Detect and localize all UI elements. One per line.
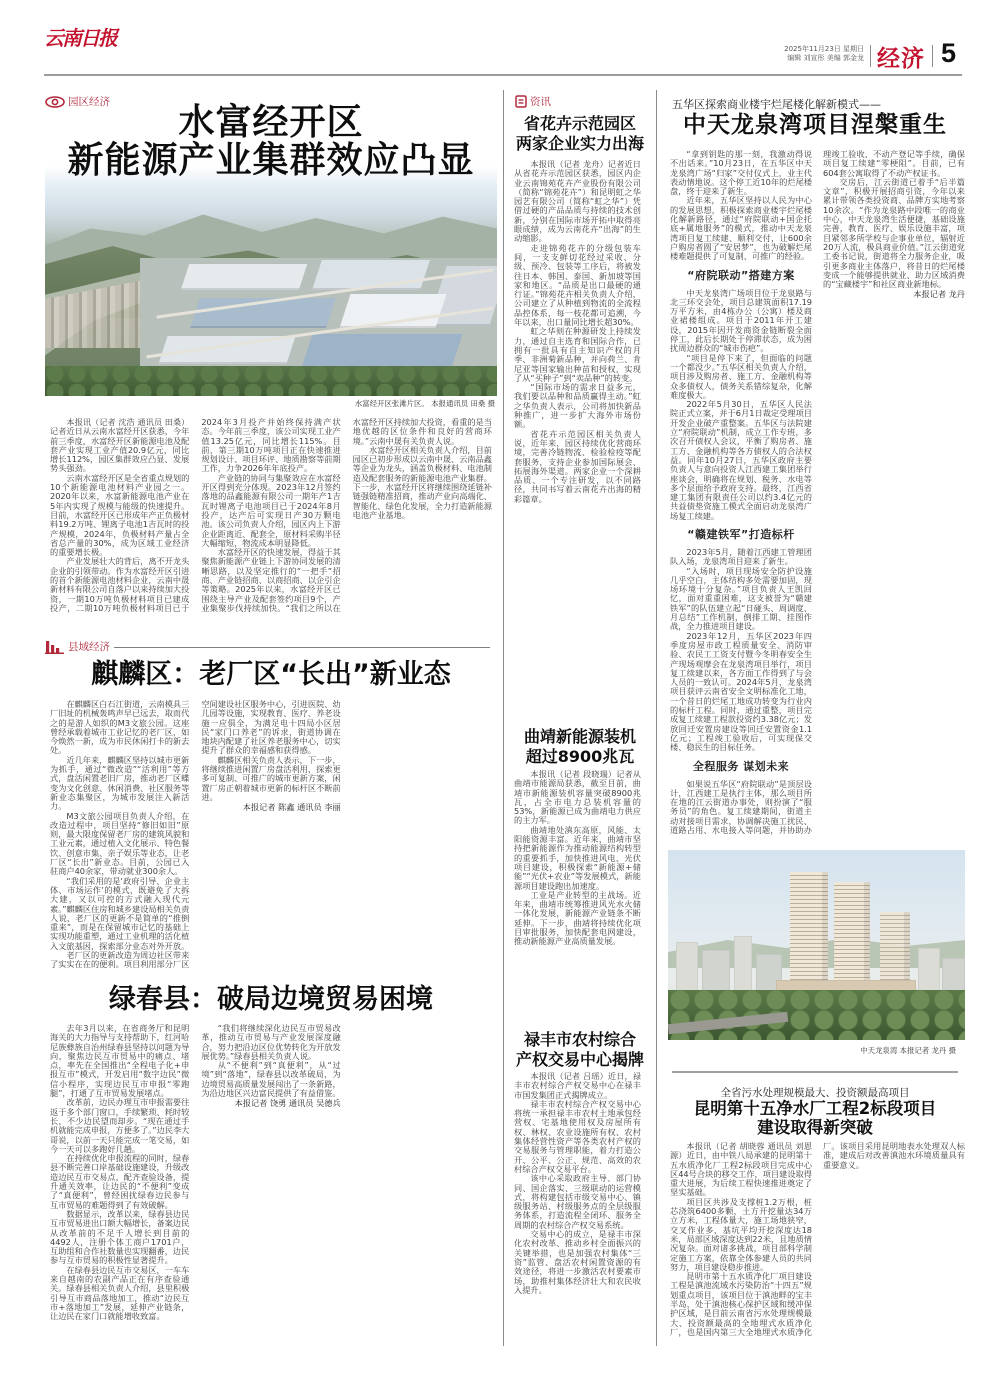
byline: 本报记者 龙丹	[913, 289, 965, 300]
headline-line-1: 禄丰市农村综合	[523, 1030, 636, 1049]
paragraph: 从“不便利”到“真便利”，从“过境”到“落地”，绿春县以改革破局，为边境贸易高质量发展闯出了一条新路，为沿边地区兴边富民提供了有益借鉴。	[201, 1060, 341, 1099]
headline-lufeng	[508, 1030, 652, 1069]
section-tag-label: 资讯	[530, 96, 551, 108]
photo-factory-roof	[181, 264, 307, 290]
paragraph: 虹之华则在种源研发上持续发力，通过自主选育和国际合作，已拥有一批具有自主知识产权的月季、非洲菊新品种，并向荷兰、肯尼亚等国家输出种苗和授权，实现了从“买种子”到“卖品种”的转变。	[514, 326, 641, 383]
section-name: 经济	[877, 46, 925, 72]
section-rule	[114, 647, 490, 648]
paragraph: 该中心采取政府主导、部门协同、国企落实、三级联动的运营模式，将构建包括市级交易中心、镇级服务站、村级服务点的全层级服务体系，打造流程全闭环、服务全周期的农村综合产权交易系统。	[514, 1173, 641, 1230]
headline-zhongtian: 中天龙泉湾项目涅槃重生	[683, 112, 947, 138]
headline-lvchun: 绿春县：破局边境贸易困境	[109, 984, 433, 1015]
kicker-zhongtian: 五华区探索商业楼宇烂尾楼化解新模式——	[672, 98, 881, 111]
headline-qilin: 麒麟区：老厂区“长出”新业态	[91, 659, 451, 690]
column-rule	[656, 90, 657, 1346]
photo-city-building	[676, 942, 698, 992]
paragraph: 省花卉示范园区相关负责人说，近年来，园区持续优化营商环境，完善冷链物流、检验检疫等配套服务，支持企业参加国际展会、拓展海外渠道。两家企业一个深耕品质、一个专注研发，以不同路径，共同书写着云南花卉出海的精彩篇章。	[514, 428, 641, 504]
paragraph: 2023年5月，随着江西建工管理团队入场，龙泉湾项目迎来了新生。	[670, 546, 812, 567]
photo-factory-roof	[301, 334, 462, 368]
paragraph: 去年3月以来，在省商务厅和昆明海关的大力指导与支持帮助下，红河哈尼族彝族自治州绿春县坚持以问题为导向，聚焦边民互市贸易中的痛点、堵点，率先在全国推出“全程电子化+申报互市”模式，开发启用“数字边民”微信小程序，实现边民互市申报“零跑腿”，打通了互市贸易发展堵点。	[50, 1024, 190, 1099]
photo-caption: 中天龙泉湾 本报记者 龙丹 摄	[860, 1046, 956, 1055]
article-body-lufeng	[514, 1072, 641, 1340]
article-body-huahui	[514, 160, 641, 708]
paragraph: 交易中心的成立，是禄丰市深化农村改革、推动乡村全面振兴的关键举措，也是加强农村集体“三资”监管、盘活农村闲置资源的有效途径，将进一步激活农村要素市场，助推村集体经济壮大和农民收入提升。	[514, 1229, 641, 1295]
paragraph: 水富经开区的快速发展，得益于其聚焦新能源产业链上下游协同发展的清晰思路，以及坚定推行的“一把手”招商、产业链招商、以商招商、以企引企等策略。2025年以来，水富经开区已围绕主导产业及配套签约项目9个，产业集聚步伐持续加快。“我们之所以在水富经开区持续加大投资，看重的是当地优越的区位条件和良好的营商环境。”云南中晟有关负责人说。	[201, 418, 492, 613]
article-body-kunming	[670, 1142, 965, 1340]
article-body-qilin	[50, 700, 492, 972]
article-body-lvchun	[50, 1024, 492, 1340]
headline-line-2: 产权交易中心揭牌	[515, 1049, 644, 1069]
issue-info	[760, 45, 864, 62]
paragraph: 2022年5月30日，五华区人民法院正式立案，并于6月1日裁定受理项目开发企业破产重整案。五华区与法院建立“府院联动”机制，成立工作专班，多次召开债权人会议，平衡了购房者、施工方、金融机构等各方债权人的合法权益。同年10月27日，五华区政府主要负责人与意向投资人江西建工集团举行座谈会，明确将在规划、税务、水电等多个层面给予政府支持。最终，江西省建工集团有限责任公司以约3.4亿元的共益债垫资施工模式全面启动龙泉湾广场复工续建。	[670, 399, 812, 521]
paragraph: 近年来，五华区坚持以人民为中心的发展思想，积极探索商业楼宇烂尾楼化解新路径，通过“府院联动+国企托底+属地服务”的模式，推动中天龙泉湾项目复工续建、顺利交付，让600余户购房者圆了“安居梦”，也为破解烂尾楼难题提供了可复制、可推广的经验。	[670, 195, 812, 262]
photo-trees	[668, 990, 965, 1040]
headline-line-2: 两家企业实力出海	[515, 133, 644, 153]
paragraph: 在绿春县边民互市交易区，一车车来自越南的农副产品正在有序查验通关。绿春县相关负责人介绍，县里积极引导互市商品落地加工，推动“边民互市+落地加工”发展，延伸产业链条，让边民在家门口就能增收致富。	[50, 1264, 190, 1322]
masthead-divider	[932, 45, 933, 67]
paragraph: 昆明市第十五水质净化厂项目建设工程是滇池流域水污染防治“十四五”规划重点项目，该项目位于滇池畔的宝丰半岛，处于滇池核心保护区域和缓冲保护区域，是目前云南省污水处理规模最大、投资额最高的全地埋式水质净化厂，也是国内第三大全地埋式水质净化厂。该项目采用昆明地表水处理双人标准，建成后对改善滇池水环境质量具有重要意义。	[670, 1142, 965, 1337]
paragraph: “拿到钥匙的那一刻，我激动得说不出话来。”10月23日，在五华区中天龙泉湾广场“归家”交付仪式上，业主代表动情地说。这个停工近10年的烂尾楼盘，终于迎来了新生。	[670, 150, 812, 197]
masthead-rule	[44, 74, 962, 76]
byline: 本报记者 陈鑫 通讯员 李丽	[242, 802, 341, 813]
section-tag-label: 县域经济	[68, 641, 110, 653]
paragraph: M3文旅公园项目负责人介绍，在改造过程中，项目坚持“修旧如旧”原则，最大限度保留老厂房的建筑风貌和工业元素，通过植入文化展示、特色餐饮、创意市集、亲子娱乐等业态，让老厂区“长出”新业态。目前，公园已入驻商户40余家，带动就业300余人。	[50, 810, 190, 877]
paragraph: 本报讯（记者 吕瑶）近日，禄丰市农村综合产权交易中心在禄丰市国发集团正式揭牌成立。	[514, 1072, 641, 1100]
paragraph: “入场时，项目现场安全防护设施几乎空白，主体结构多处需要加固，现场环境十分复杂。”项目负责人王凯回忆，面对重重困难，这支被誉为“赣建铁军”的队伍建立起“日碰头、周调度、月总结”工作机制，倒排工期、挂图作战，全力推进项目建设。	[670, 565, 812, 632]
paragraph: 在持续优化申报流程的同时，绿春县不断完善口岸基础设施建设，升级改造边民互市交易点，配齐查验设备，提升通关效率，让边民的“不便利”变成了“真便利”，曾经困扰绿春边民参与互市贸易的难题得到了有效破解。	[50, 1153, 190, 1210]
issue-editors: 编辑 刘宣彤 美编 郭金龙	[787, 53, 864, 62]
issue-date: 2025年11月23日 星期日	[784, 45, 864, 53]
paragraph: 近几年来，麒麟区坚持以城市更新为抓手，通过“微改造”“活利用”等方式，盘活闲置老旧厂房，推动老厂区蝶变为文化创意、休闲消费、社区服务等新业态集聚区，为城市发展注入新活力。	[50, 754, 190, 812]
paragraph: 如果说五华区“府院联动”是顶层设计，江西建工是执行主体，那么项目所在地的江云街道办事处，则扮演了“服务员”的角色。复工续建期间，街道主动对接项目需求，协调解决施工扰民、道路占用、水电接入等问题，并协助办理竣工验收、不动产登记等手续，确保项目复工续建“零梗阻”。目前，已有604套公寓取得了不动产权证书。	[670, 150, 965, 835]
photo-residential-tower	[834, 882, 870, 996]
headline-qujing	[508, 727, 652, 766]
section-tag-label: 园区经济	[68, 96, 110, 108]
kicker-kunming: 全省污水处理规模最大、投资额最高项目	[720, 1087, 910, 1099]
subheading: 全程服务 谋划未来	[692, 759, 790, 773]
paragraph: “我们采用的是‘政府引导、企业主体、市场运作’的模式，既避免了大拆大建，又以可控的方式融入现代元素。”麒麟区住房和城乡建设局相关负责人说，老厂区的更新不是简单的“推倒重来”，而是在保留城市记忆的基础上实现功能重塑，通过工业机理的活化植入文旅基因，探索部分业态对外开放。	[50, 875, 190, 951]
paragraph: 在麒麟区白石江街道，云南模具三厂旧址的机械轰鸣声早已远去，取而代之的是游人如织的M3文旅公园。这座曾经承载着城市工业记忆的老厂区，如今焕然一新，成为市民休闲打卡的新去处。	[50, 700, 190, 756]
headline-kunming	[665, 1100, 965, 1137]
paragraph: 产业发展壮大的背后，离不开龙头企业的引领带动。作为水富经开区引进的首个新能源电池材料企业，云南中晟新材料有限公司自落户以来持续加大投资，一期10万吨负极材料项目已建成投产，二期10万吨负极材料项目已于2024年3月投产并始终保持满产状态。今年前三季度，该公司实现工业产值13.25亿元，同比增长115%。目前，第三期10万吨项目正在快速推进规划设计、项目环评、地质勘察等前期工作，力争2026年年底投产。	[50, 418, 341, 613]
photo-city-building	[942, 958, 965, 992]
paragraph: 云南水富经开区是全省重点规划的10个新能源电池材料产业园之一。2020年以来，水富新能源电池产业在5年内实现了规模与能级的快速提升。目前，水富经开区已形成年产正负极材料19.2万吨、锂离子电池1吉瓦时的投产规模，2024年，负极材料产量占全省总产量的30%，成为区域工业经济的重要增长极。	[50, 472, 190, 558]
headline-line-2: 新能源产业集群效应凸显	[67, 140, 475, 181]
headline-line-1: 昆明第十五净水厂工程2标段项目	[693, 1099, 937, 1118]
paragraph: “项目是停下来了，但面临的问题一个都没少。”五华区相关负责人介绍，项目涉及购房者、施工方、金融机构等众多债权人，债务关系错综复杂，化解难度极大。	[670, 352, 812, 400]
subheading: “赣建铁军”打造标杆	[687, 527, 795, 541]
paragraph: 麒麟区相关负责人表示，下一步，将继续推进闲置厂房盘活利用，探索更多可复制、可推广的城市更新方案，闲置厂房正朝着城市更新的标杆区不断前进。	[201, 754, 341, 802]
photo-trees	[45, 366, 497, 396]
headline-shuifu	[45, 104, 497, 180]
paragraph: 老厂区的更新改造为周边社区带来了实实在在的便利。项目利用部分厂区空间建设社区服务中心，引进医院、幼儿园等设施，实现教育、医疗、养老设施一应俱全，为满足电十四局小区居民“家门口养老”的诉求，街道协调在地块内配建了社区养老服务中心，切实提升了群众的幸福感和获得感。	[50, 700, 341, 970]
article-body-zhongtian	[670, 150, 965, 844]
paragraph: 走进锦苑花卉的分级包装车间，一支支鲜切花经过采收、分级、预冷、包装等工序后，将被发往日本、韩国、泰国、新加坡等国家和地区。“品质是出口最硬的通行证。”锦苑花卉相关负责人介绍，公司建立了从种植到物流的全流程品控体系，每一枝花都可追溯，今年以来，出口量同比增长超30%。	[514, 242, 641, 328]
photo-city-building	[734, 936, 752, 992]
headline-line-2: 建设取得新突破	[757, 1117, 873, 1137]
photo-city-building	[918, 948, 940, 992]
paragraph: 项目区共涉及支撑桩1.2万根，桩芯浇筑6400多颗，土方开挖量达34万立方米，工程体量大，施工场地狭窄，交叉作业多，基坑平均开挖深度达18米，局部区域深度达到22米，且地质情况复杂。面对诸多挑战，项目部科学制定施工方案，依靠全体参建人员的共同努力，项目建设稳步推进。	[670, 1196, 812, 1272]
headline-huahui	[508, 114, 652, 153]
paragraph: 曲靖地处滇东高原，风能、太阳能资源丰富。近年来，曲靖市坚持把新能源作为推动能源结构转型的重要抓手，加快推进风电、光伏项目建设，积极探索“新能源+储能”“光伏+农业”等发展模式，新能源项目建设跑出加速度。	[514, 824, 641, 891]
paragraph: 水富经开区相关负责人介绍，目前园区已初步形成以云南中晟、云南品鑫等企业为龙头，涵盖负极材料、电池制造及配套服务的新能源电池产业集群。下一步，水富经开区将继续围绕延链补链强链精准招商，推动产业向高端化、智能化、绿色化发展，全力打造新能源电池产业基地。	[352, 444, 492, 520]
paragraph: 产业链的协同与集聚效应在水富经开区得到充分体现。2023年12月签约落地的品鑫能源有限公司一期年产1吉瓦时锂离子电池项目已于2024年8月投产，达产后可实现日产30万颗电池。该公司负责人介绍，园区内上下游企业距离近、配套全，原材料采购半径大幅缩短，物流成本明显降低。	[201, 472, 341, 548]
headline-line-1: 省花卉示范园区	[523, 114, 636, 133]
page-number: 5	[941, 38, 957, 68]
paragraph: 2023年12月，五华区2023年四季度房屋市政工程质量安全、消防审验、农民工工资支付暨今冬明春安全生产现场观摩会在龙泉湾项目举行，项目复工续建以来，各方面工作得到了与会人员的一致认可。2024年5月，龙泉湾项目获评云南省安全文明标准化工地，一个昔日的烂尾工地成功转变为行业内的标杆工程。同时，通过重整，项目完成复工续建工程款投资约3.38亿元；发放回迁安置房建设等回迁安置资金1.1亿元；工程竣工验收后，可实现保交楼、稳民生的目标任务。	[670, 630, 812, 753]
bar-chart-icon	[45, 640, 65, 654]
section-tag-county-economy	[45, 639, 110, 654]
subheading: “府院联动”搭建方案	[687, 268, 795, 282]
byline: 本报记者 饶勇 通讯员 吴德兵	[234, 1098, 341, 1109]
paragraph: 中天龙泉湾广场项目位于龙泉路与北三环交会处，项目总建筑面积17.19万平方米，由4栋办公（公寓）楼及商业裙楼组成。项目于2011年开工建设，2015年因开发商资金链断裂全面停工，此后长期处于停滞状态，成为困扰周边群众的“城市伤疤”。	[670, 287, 812, 354]
headline-line-1: 曲靖新能源装机	[523, 727, 636, 746]
paragraph: 工业是产业转型的主战场。近年来，曲靖市统筹推进风光水火储一体化发展，新能源产业链条不断延伸。下一步，曲靖将持续优化项目审批服务，加快配套电网建设，推动新能源产业高质量发展。	[514, 889, 641, 947]
headline-line-1: 水富经开区	[178, 102, 364, 143]
newspaper-logo: 云南日报	[44, 26, 116, 50]
paragraph: 本报讯（记者 段晓瑞）记者从曲靖市能源局获悉，截至目前，曲靖市新能源装机容量突破8900兆瓦，占全市电力总装机容量的53%，新能源已成为曲靖电力供应的主力军。	[514, 770, 641, 826]
column-rule	[503, 90, 504, 1346]
document-icon	[515, 95, 527, 108]
section-tag-news-brief	[515, 94, 551, 109]
photo-residential-tower	[790, 872, 828, 996]
photo-shuifu-industrial-park	[45, 166, 497, 396]
photo-city-building	[702, 950, 730, 992]
headline-line-2: 超过8900兆瓦	[525, 746, 635, 766]
article-body-qujing	[514, 770, 641, 1014]
paragraph: 数据显示，改革以来，绿春县边民互市贸易进出口额大幅增长，备案边民从改革前的不足千人增长到目前的4492人，注册个体工商户1701户，互助组和合作社数量也实现翻番，边民参与互市贸易的积极性显著提升。	[50, 1208, 190, 1266]
photo-caption: 水富经开区张滩片区。 本报通讯员 田桑 摄	[354, 399, 495, 408]
article-body-shuifu	[50, 418, 492, 622]
paragraph: 本报讯（记者 沈浩 通讯员 田桑）记者近日从云南水富经开区获悉，今年前三季度，水富经开区新能源电池及配套产业实现工业产值20.9亿元，同比增长112%，园区集群效应凸显、发展势头强劲。	[50, 418, 190, 474]
paragraph: 本报讯（记者 龙舟）记者近日从省花卉示范园区获悉，园区内企业云南锦苑花卉产业股份有限公司（简称“锦苑花卉”）和昆明虹之华园艺有限公司（简称“虹之华”）凭借过硬的产品品质与持续的技术创新，分别在国际市场开拓中取得亮眼成绩，成为云南花卉“出海”的生动缩影。	[514, 160, 641, 244]
paragraph: 禄丰市农村综合产权交易中心将统一承担禄丰市农村土地承包经营权、宅基地使用权及房屋所有权、林权、农业设施所有权、农村集体经营性资产等各类农村产权的交易服务与管理职能，着力打造公开、公平、公正、规范、高效的农村综合产权交易平台。	[514, 1098, 641, 1174]
paragraph: 本报讯（记者 胡晓蓉 通讯员 刘恩源）近日，由中铁八局承建的昆明第十五水质净化厂工程2标段项目完成中心区44号合块的移交工作，项目建设取得重大进展，为后续工程快速推进奠定了坚实基础。	[670, 1142, 812, 1198]
masthead-divider	[870, 45, 871, 67]
paragraph: “国际市场的需求日益多元，我们要以品种和品质赢得主动。”虹之华负责人表示，公司将加快新品种推广，进一步扩大海外市场份额。	[514, 382, 641, 430]
paragraph: 改革前，边民办理互市申报需要往返于多个部门窗口，手续繁琐、耗时较长，不少边民望而却步。“现在通过手机就能完成申报，方便多了。”边民李大哥说，以前一天只能完成一笔交易，如今一天可以多跑好几趟。	[50, 1097, 190, 1154]
article-divider	[672, 1071, 958, 1073]
paragraph: 交房后，江云街道已着手“后半篇文章”，积极开展招商引资，今年以来累计带领各类投资商、品牌方实地考察10余次。“作为龙泉路中段唯一的商业中心，中天龙泉湾生活便捷，基础设施完善，教育、医疗、娱乐设施丰富，项目紧邻多所学校与企事业单位，辐射近20万人流，极具商业价值。”江云街道党工委书记说，街道将全力服务企业，吸引更多商业主体落户，将昔日的烂尾楼变成一个能够提供就业、助力区域消费的“宝藏楼宇”和社区商业新地标。	[823, 176, 965, 290]
paragraph: “我们将继续深化边民互市贸易改革，推动互市贸易与产业发展深度融合，努力把沿边区位优势转化为开放发展优势。”绿春县相关负责人说。	[201, 1024, 341, 1061]
photo-zhongtian-longquan-bay	[668, 850, 965, 1040]
